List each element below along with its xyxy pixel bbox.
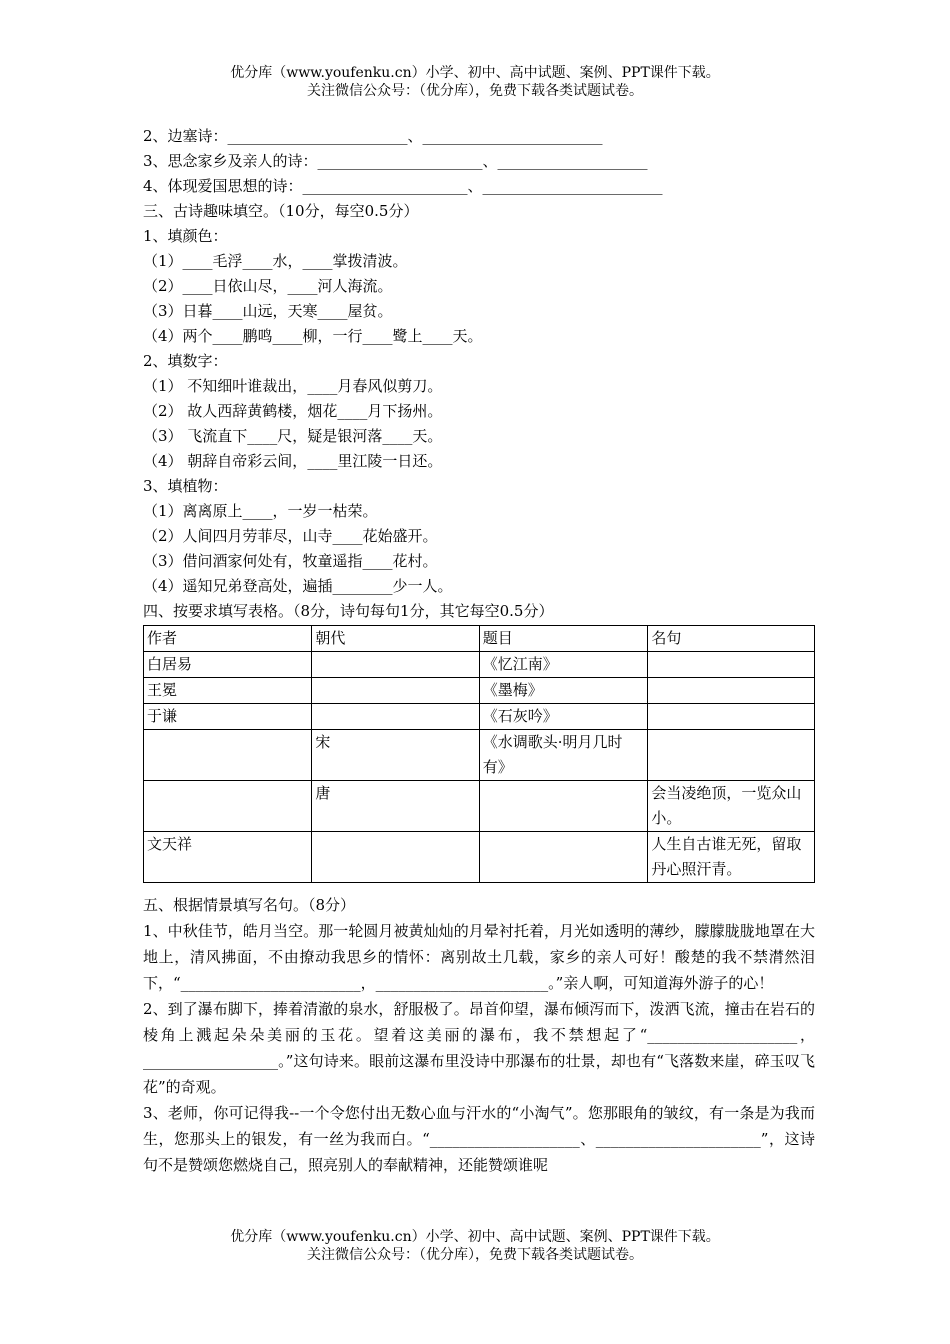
table-cell <box>144 730 312 781</box>
scenario-paragraph: 2、到了瀑布脚下，捧着清澈的泉水，舒服极了。昂首仰望，瀑布倾泻而下，泼洒飞流，撞击在岩石的棱角上溅起朵朵美丽的玉花。望着这美丽的瀑布，我不禁想起了“____________________，__________________。”这句诗来。眼前这瀑布里没诗中那瀑布的壮景，却也有“飞落数来崖，碎玉叹飞花”的奇观。 <box>143 1000 815 1096</box>
table-cell: 白居易 <box>144 652 312 678</box>
section-3-title: 三、古诗趣味填空。（10分，每空0.5分） <box>143 202 419 220</box>
header-line-1: 优分库（www.youfenku.cn）小学、初中、高中试题、案例、PPT课件下载。 <box>230 65 720 81</box>
table-cell: 会当凌绝顶，一览众山小。 <box>648 781 815 832</box>
header-line-2: 关注微信公众号：（优分库），免费下载各类试题试卷。 <box>307 83 643 99</box>
page-header <box>0 64 950 100</box>
subsection-title: 1、填颜色： <box>143 227 228 245</box>
question-line: （1） 不知细叶谁裁出，____月春风似剪刀。 <box>143 377 443 395</box>
table-cell: 宋 <box>312 730 479 781</box>
table-header-cell: 朝代 <box>312 626 479 652</box>
table-cell: 《石灰吟》 <box>479 704 648 730</box>
footer-line-2: 关注微信公众号：（优分库），免费下载各类试题试卷。 <box>307 1247 643 1263</box>
subsection-title: 2、填数字： <box>143 352 228 370</box>
table-header-cell: 作者 <box>144 626 312 652</box>
question-line: 4、体现爱国思想的诗：______________________、________________________ <box>143 177 663 195</box>
table-row <box>144 652 815 678</box>
question-line: （2） 故人西辞黄鹤楼，烟花____月下扬州。 <box>143 402 443 420</box>
table-cell: 于谦 <box>144 704 312 730</box>
table-cell: 人生自古谁无死，留取丹心照汗青。 <box>648 832 815 883</box>
table-row <box>144 781 815 832</box>
subsection-title: 3、填植物： <box>143 477 228 495</box>
question-line: （1）____毛浮____水，____掌拨清波。 <box>143 252 408 270</box>
table-cell: 《水调歌头·明月几时有》 <box>479 730 648 781</box>
question-line: 2、边塞诗：________________________、________________________ <box>143 127 603 145</box>
table-cell: 文天祥 <box>144 832 312 883</box>
scenario-paragraph: 3、老师，你可记得我--一个令您付出无数心血与汗水的“小淘气”。您那眼角的皱纹，有一条是为我而生，您那头上的银发，有一丝为我而白。“____________________、______________________”，这诗句不是赞颂您燃烧自己，照亮别人的奉献精神，还能赞颂谁呢 <box>143 1104 815 1174</box>
table-cell: 唐 <box>312 781 479 832</box>
table-cell: 《墨梅》 <box>479 678 648 704</box>
table-cell <box>144 781 312 832</box>
table-header-row <box>144 626 815 652</box>
table-row <box>144 832 815 883</box>
footer-line-1: 优分库（www.youfenku.cn）小学、初中、高中试题、案例、PPT课件下载。 <box>230 1229 720 1245</box>
section-4-title: 四、按要求填写表格。（8分，诗句每句1分，其它每空0.5分） <box>143 602 554 620</box>
scenario-paragraph: 1、中秋佳节，皓月当空。那一轮圆月被黄灿灿的月晕衬托着，月光如透明的薄纱，朦朦胧胧地罩在大地上，清风拂面，不由撩动我思乡的情怀：离别故土几载，家乡的亲人可好！酸楚的我不禁潸然泪下，“________________________，_______________________。”亲人啊，可知道海外游子的心！ <box>143 922 815 992</box>
document-body <box>143 124 815 1178</box>
page-footer <box>0 1228 950 1264</box>
table-cell <box>479 781 648 832</box>
table-cell <box>312 704 479 730</box>
question-line: （4） 朝辞自帝彩云间，____里江陵一日还。 <box>143 452 443 470</box>
table-cell <box>312 832 479 883</box>
table-header-cell: 题目 <box>479 626 648 652</box>
question-line: （1）离离原上____，一岁一枯荣。 <box>143 502 378 520</box>
table-row <box>144 678 815 704</box>
question-line: （3）借问酒家何处有，牧童遥指____花村。 <box>143 552 438 570</box>
question-line: 3、思念家乡及亲人的诗：______________________、____________________ <box>143 152 648 170</box>
table-cell <box>648 704 815 730</box>
table-cell <box>312 652 479 678</box>
question-line: （2）____日依山尽，____河人海流。 <box>143 277 393 295</box>
question-line: （2）人间四月劳菲尽，山寺____花始盛开。 <box>143 527 438 545</box>
poetry-table <box>143 625 815 883</box>
table-header-cell: 名句 <box>648 626 815 652</box>
table-cell <box>648 678 815 704</box>
table-cell <box>648 652 815 678</box>
question-line: （3） 飞流直下____尺，疑是银河落____天。 <box>143 427 443 445</box>
table-cell <box>312 678 479 704</box>
table-cell: 《忆江南》 <box>479 652 648 678</box>
table-row <box>144 704 815 730</box>
section-5-title: 五、根据情景填写名句。（8分） <box>143 896 356 914</box>
table-cell: 王冕 <box>144 678 312 704</box>
table-row <box>144 730 815 781</box>
question-line: （3）日暮____山远，天寒____屋贫。 <box>143 302 393 320</box>
table-cell <box>648 730 815 781</box>
table-cell <box>479 832 648 883</box>
question-line: （4）遥知兄弟登高处，遍插________少一人。 <box>143 577 453 595</box>
question-line: （4）两个____鹏鸣____柳，一行____鹭上____天。 <box>143 327 483 345</box>
